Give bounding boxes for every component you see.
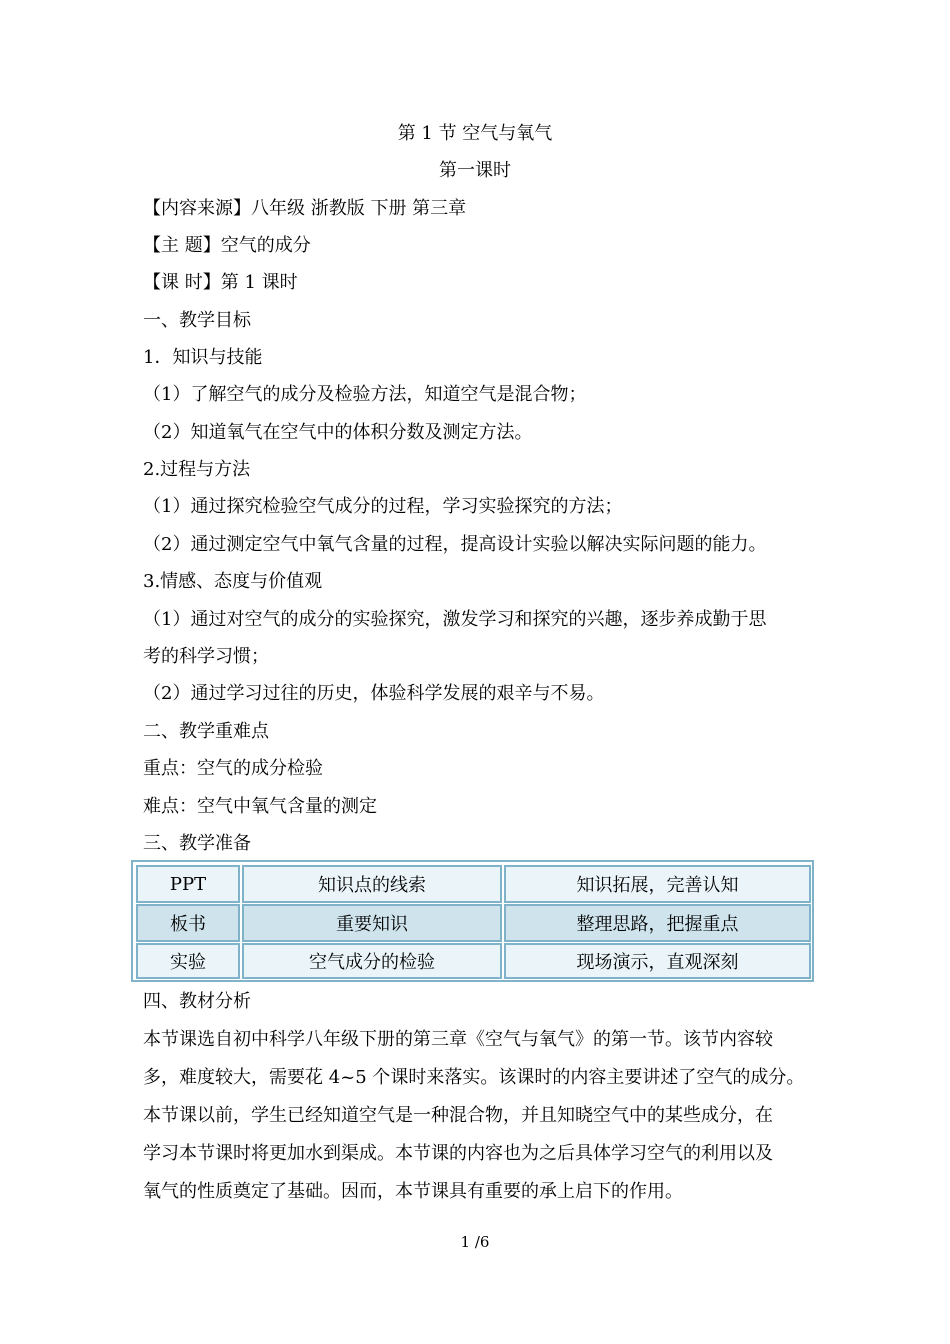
table-cell: PPT [136, 865, 240, 903]
section-heading: 三、教学准备 [143, 833, 251, 854]
page-number: 1 /6 [460, 1233, 490, 1251]
key-point: 重点：空气的成分检验 [143, 758, 323, 779]
table-cell: 重要知识 [242, 904, 502, 942]
objective-item: （2）通过测定空气中氧气含量的过程，提高设计实验以解决实际问题的能力。 [143, 534, 767, 555]
meta-period: 【课 时】第 1 课时 [143, 272, 298, 293]
section-heading: 二、教学重难点 [143, 721, 269, 742]
analysis-line: 学习本节课时将更加水到渠成。本节课的内容也为之后具体学习空气的利用以及 [143, 1143, 773, 1164]
analysis-line: 多，难度较大，需要花 4~5 个课时来落实。该课时的内容主要讲述了空气的成分。 [143, 1067, 805, 1088]
objective-item-continued: 考的科学习惯； [143, 646, 269, 667]
objective-item: （1）了解空气的成分及检验方法，知道空气是混合物； [143, 384, 587, 405]
section-heading: 一、教学目标 [143, 310, 251, 331]
document-title: 第 1 节 空气与氧气 [397, 123, 553, 144]
subsection-heading: 1．知识与技能 [143, 347, 263, 368]
table-cell: 知识点的线索 [242, 865, 502, 903]
meta-topic: 【主 题】空气的成分 [143, 235, 311, 256]
table-cell: 知识拓展，完善认知 [504, 865, 811, 903]
objective-item: （1）通过探究检验空气成分的过程，学习实验探究的方法； [143, 496, 623, 517]
difficult-point: 难点：空气中氧气含量的测定 [143, 796, 377, 817]
section-heading: 四、教材分析 [143, 991, 251, 1012]
subsection-heading: 2.过程与方法 [143, 459, 251, 480]
objective-item: （1）通过对空气的成分的实验探究，激发学习和探究的兴趣，逐步养成勤于思 [143, 609, 767, 630]
analysis-line: 本节课以前，学生已经知道空气是一种混合物，并且知晓空气中的某些成分，在 [143, 1105, 773, 1126]
table-cell: 实验 [136, 943, 240, 979]
preparation-table [131, 860, 814, 982]
analysis-line: 本节课选自初中科学八年级下册的第三章《空气与氧气》的第一节。该节内容较 [143, 1029, 773, 1050]
table-cell: 整理思路，把握重点 [504, 904, 811, 942]
objective-item: （2）知道氧气在空气中的体积分数及测定方法。 [143, 422, 533, 443]
table-cell: 空气成分的检验 [242, 943, 502, 979]
meta-source: 【内容来源】八年级 浙教版 下册 第三章 [143, 198, 467, 219]
analysis-line: 氧气的性质奠定了基础。因而，本节课具有重要的承上启下的作用。 [143, 1181, 683, 1202]
document-subtitle: 第一课时 [439, 160, 511, 181]
table-cell: 板书 [136, 904, 240, 942]
subsection-heading: 3.情感、态度与价值观 [143, 571, 323, 592]
objective-item: （2）通过学习过往的历史，体验科学发展的艰辛与不易。 [143, 683, 605, 704]
table-cell: 现场演示，直观深刻 [504, 943, 811, 979]
